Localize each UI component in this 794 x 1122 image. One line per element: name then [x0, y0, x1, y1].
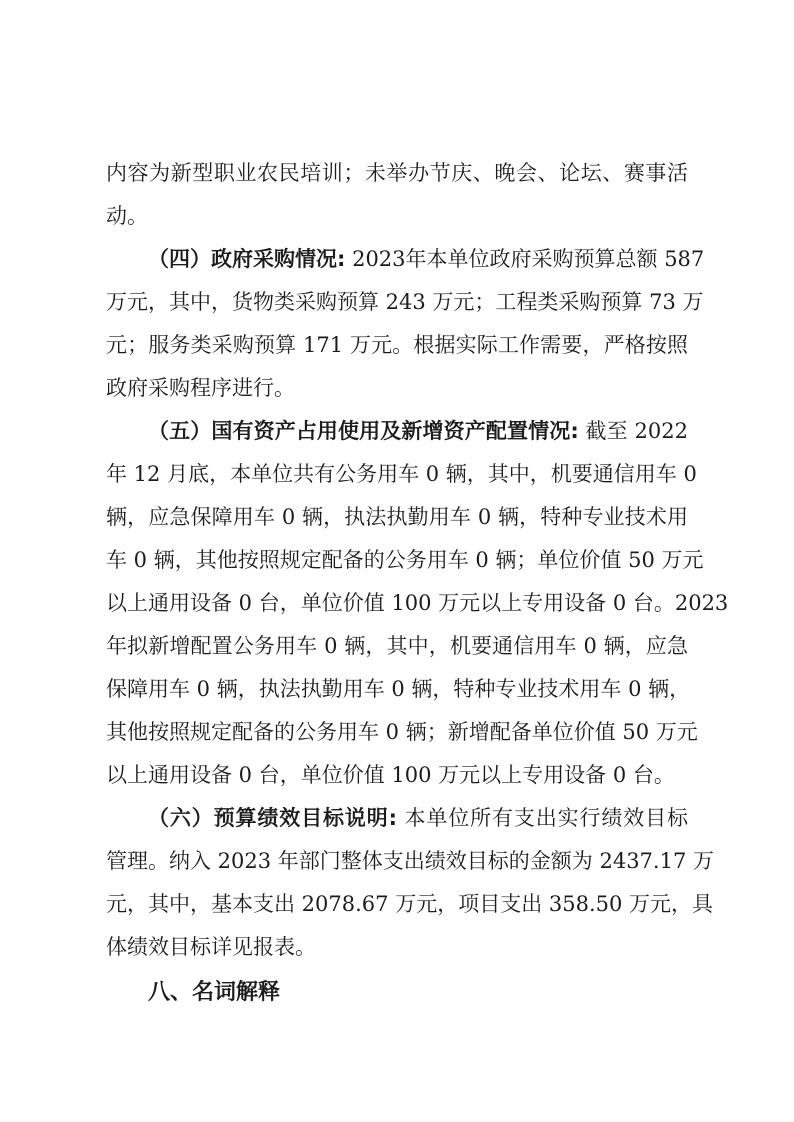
paragraph-line: 元，其中，基本支出 2078.67 万元，项目支出 358.50 万元，具: [106, 892, 714, 916]
paragraph-line: 管理。纳入 2023 年部门整体支出绩效目标的金额为 2437.17 万: [106, 849, 714, 873]
paragraph-line: 其他按照规定配备的公务用车 0 辆；新增配备单位价值 50 万元: [106, 720, 698, 744]
paragraph-line: 内容为新型职业农民培训；未举办节庆、晚会、论坛、赛事活: [106, 161, 688, 185]
procurement-title: （四）政府采购情况:: [148, 247, 346, 271]
paragraph-line: 辆，应急保障用车 0 辆，执法执勤用车 0 辆，特种专业技术用: [106, 505, 688, 529]
paragraph-line: 以上通用设备 0 台，单位价值 100 万元以上专用设备 0 台。2023: [106, 591, 729, 615]
assets-paragraph-first-line: [148, 416, 688, 446]
performance-paragraph-first-line: [148, 803, 688, 833]
performance-title: （六）预算绩效目标说明:: [148, 806, 397, 830]
section-heading: 八、名词解释: [148, 980, 281, 1005]
paragraph-line: 保障用车 0 辆，执法执勤用车 0 辆，特种专业技术用车 0 辆，: [106, 677, 691, 701]
paragraph-line: 体绩效目标详见报表。: [106, 935, 316, 959]
procurement-paragraph-first-line: [148, 244, 705, 274]
paragraph-line: 车 0 辆，其他按照规定配备的公务用车 0 辆；单位价值 50 万元: [106, 548, 704, 572]
paragraph-line: 政府采购程序进行。: [106, 376, 295, 400]
paragraph-line: 动。: [106, 204, 148, 228]
assets-title: （五）国有资产占用使用及新增资产配置情况:: [148, 419, 579, 443]
paragraph-line: 以上通用设备 0 台，单位价值 100 万元以上专用设备 0 台。: [106, 763, 675, 787]
paragraph-line: 元；服务类采购预算 171 万元。根据实际工作需要，严格按照: [106, 333, 688, 357]
paragraph-line: 万元，其中，货物类采购预算 243 万元；工程类采购预算 73 万: [106, 290, 704, 314]
paragraph-line: 年 12 月底，本单位共有公务用车 0 辆，其中，机要通信用车 0: [106, 462, 697, 486]
assets-text: 截至 2022: [578, 419, 688, 443]
performance-text: 本单位所有支出实行绩效目标: [396, 806, 688, 830]
paragraph-line: 年拟新增配置公务用车 0 辆，其中，机要通信用车 0 辆，应急: [106, 634, 688, 658]
procurement-text: 2023年本单位政府采购预算总额 587: [345, 247, 705, 271]
